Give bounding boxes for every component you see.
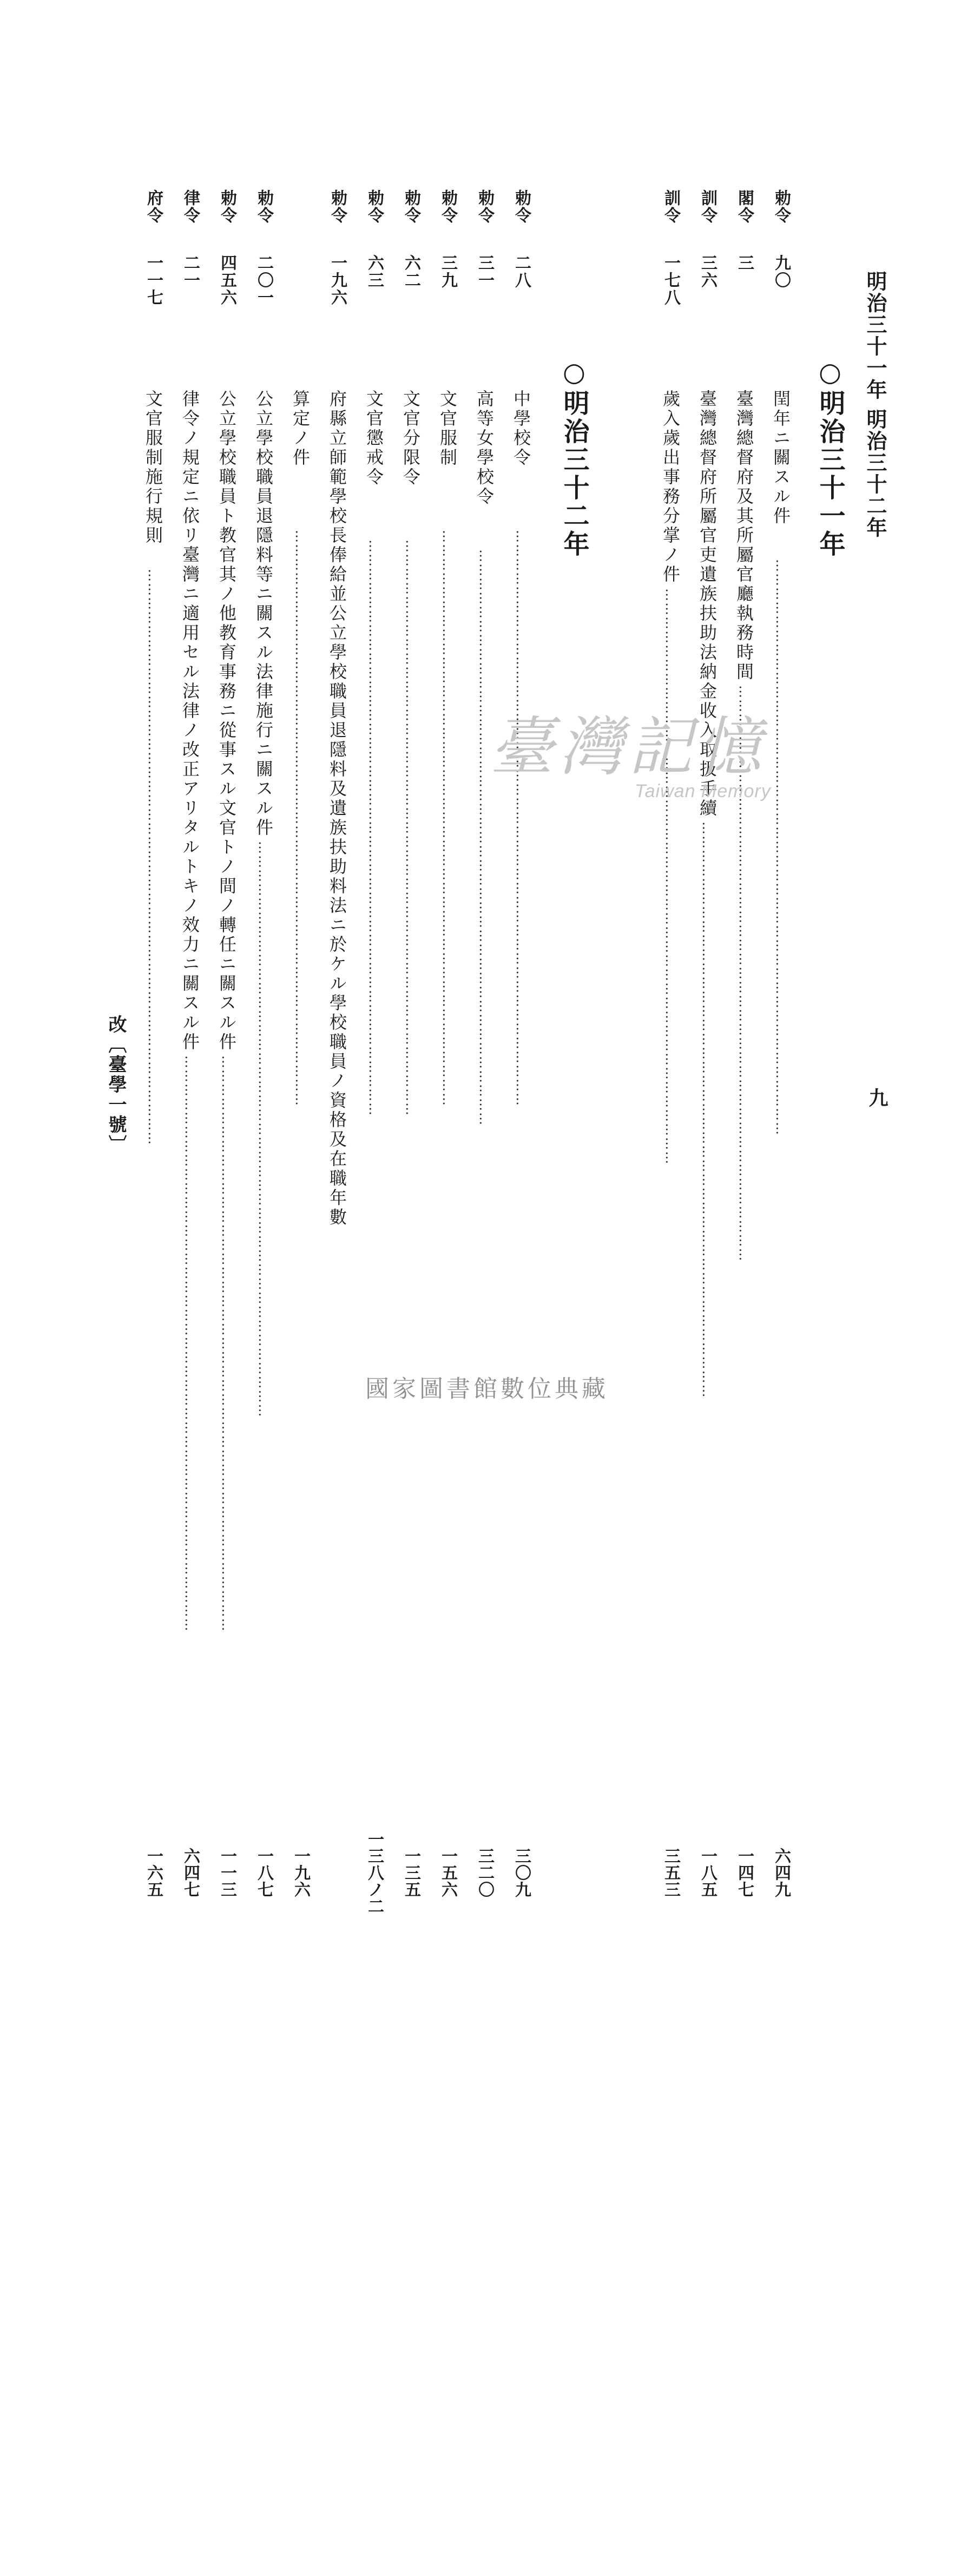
page-reference: 一三五 (402, 1847, 420, 1898)
law-number: 三九 (438, 254, 457, 289)
law-type: 勅令 (512, 189, 531, 224)
entry-title: 高等女學校令 (474, 390, 495, 507)
toc-entry (214, 189, 239, 1898)
dot-leader: …………………………………………………………………………………………………………… (440, 530, 455, 1107)
page-reference: 一九六 (291, 1847, 310, 1898)
watermark-logo-text: 臺灣記憶 (490, 709, 767, 784)
section-heading-meiji-32: ○明治三十二年 (559, 357, 589, 558)
law-number: 三一 (475, 254, 494, 289)
dot-leader: …………………………………………………………………………………………………………… (736, 685, 752, 1262)
entry-title: 中學校令 (511, 390, 531, 468)
toc-entry (141, 189, 166, 1898)
law-type: 勅令 (772, 189, 791, 224)
toc-entry-continuation (288, 189, 313, 1898)
law-number: 四五六 (218, 254, 236, 306)
entry-title: 臺灣總督府所屬官吏遺族扶助法納金收入取扱手續 (697, 390, 718, 818)
law-type: 閣令 (735, 189, 754, 224)
law-type: 勅令 (254, 189, 273, 224)
page-reference: 一三八ノ二 (365, 1830, 384, 1915)
law-number: 二〇一 (254, 254, 273, 306)
dot-leader: …………………………………………………………………………………………………………… (514, 530, 529, 1107)
dot-leader: …………………………………………………………………………………………………………… (403, 540, 418, 1116)
entry-title: 律令ノ規定ニ依リ臺灣ニ適用セル法律ノ改正アリタルトキノ效力ニ關スル件 (180, 390, 200, 1052)
dot-leader: …………………………………………………………………………………………………………… (773, 559, 788, 1136)
entry-title: 公立學校職員ト教官其ノ他教育事務ニ從事スル文官トノ間ノ轉任ニ關スル件 (216, 390, 237, 1052)
page-reference: 六四七 (181, 1847, 200, 1898)
page-reference: 一八七 (254, 1847, 273, 1898)
entry-title: 文官服制 (437, 390, 458, 468)
law-number: 一一七 (144, 254, 163, 306)
law-type: 訓令 (698, 189, 717, 224)
law-type: 勅令 (475, 189, 494, 224)
toc-entry (435, 189, 460, 1898)
dot-leader: …………………………………………………………………………………………………………… (146, 569, 161, 1146)
dot-leader: …………………………………………………………………………………………………………… (366, 540, 381, 1116)
toc-entry (325, 189, 350, 1228)
page-reference: 一五六 (438, 1847, 457, 1898)
page-reference: 三〇九 (512, 1847, 531, 1898)
entry-title: 文官懲戒令 (364, 390, 384, 487)
section-heading-meiji-31: ○明治三十一年 (815, 357, 845, 558)
entry-title: 臺灣總督府及其所屬官廳執務時間 (734, 390, 754, 682)
watermark (490, 695, 782, 820)
law-type: 勅令 (365, 189, 384, 224)
law-number: 三 (735, 254, 754, 272)
toc-entry (361, 189, 386, 1915)
law-type: 勅令 (328, 189, 347, 224)
entry-title: 公立學校職員退隱料等ニ關スル法律施行ニ關スル件 (253, 390, 274, 838)
dot-leader: …………………………………………………………………………………………………………… (256, 841, 271, 1418)
document-code: 改〔臺學一號〕 (105, 1015, 127, 1155)
law-type: 勅令 (218, 189, 236, 224)
entry-title: 文官分限令 (400, 390, 421, 487)
law-number: 二八 (512, 254, 531, 289)
entry-title: 歲入歲出事務分掌ノ件 (660, 390, 681, 584)
law-type: 勅令 (438, 189, 457, 224)
dot-leader: …………………………………………………………………………………………………………… (219, 1055, 234, 1632)
page-reference: 三五三 (661, 1847, 680, 1898)
page-reference: 一四七 (735, 1847, 754, 1898)
toc-entry (251, 189, 276, 1898)
entry-title-continuation: 算定ノ件 (290, 390, 311, 468)
page-reference: 三二〇 (475, 1847, 494, 1898)
dot-leader: …………………………………………………………………………………………………………… (700, 822, 715, 1398)
law-number: 六三 (365, 254, 384, 289)
page-reference: 一八五 (698, 1847, 717, 1898)
toc-entry (398, 189, 423, 1898)
entry-title: 閏年ニ關スル件 (771, 390, 791, 526)
entry-title: 府縣立師範學校長俸給並公立學校職員退隱料及遺族扶助料法ニ於ケル學校職員ノ資格及在職年數 (327, 390, 347, 1227)
page-reference: 一六五 (144, 1847, 163, 1898)
law-number: 九〇 (772, 254, 791, 289)
dot-leader: …………………………………………………………………………………………………………… (182, 1055, 198, 1632)
library-credit: 國家圖書館數位典藏 (365, 1375, 609, 1403)
watermark-subtitle: Taiwan Memory (635, 781, 771, 801)
law-type: 勅令 (402, 189, 420, 224)
entry-title: 文官服制施行規則 (143, 390, 163, 546)
running-head: 明治三十一年 明治三十二年 (863, 271, 887, 539)
page-reference: 六四九 (772, 1847, 791, 1898)
law-type: 訓令 (661, 189, 680, 224)
law-number: 一九六 (328, 254, 347, 306)
law-type: 律令 (181, 189, 200, 224)
page-reference: 一一三 (218, 1847, 236, 1898)
law-number: 二一 (181, 254, 200, 289)
law-number: 六二 (402, 254, 420, 289)
toc-entry (177, 189, 202, 1898)
law-number: 一七八 (661, 254, 680, 306)
dot-leader: …………………………………………………………………………………………………………… (663, 588, 678, 1165)
folio-number: 九 (866, 1088, 889, 1107)
dot-leader: …………………………………………………………………………………………………………… (477, 549, 492, 1126)
law-type: 府令 (144, 189, 163, 224)
law-number: 三六 (698, 254, 717, 289)
dot-leader: …………………………………………………………………………………………………………… (293, 530, 308, 1107)
